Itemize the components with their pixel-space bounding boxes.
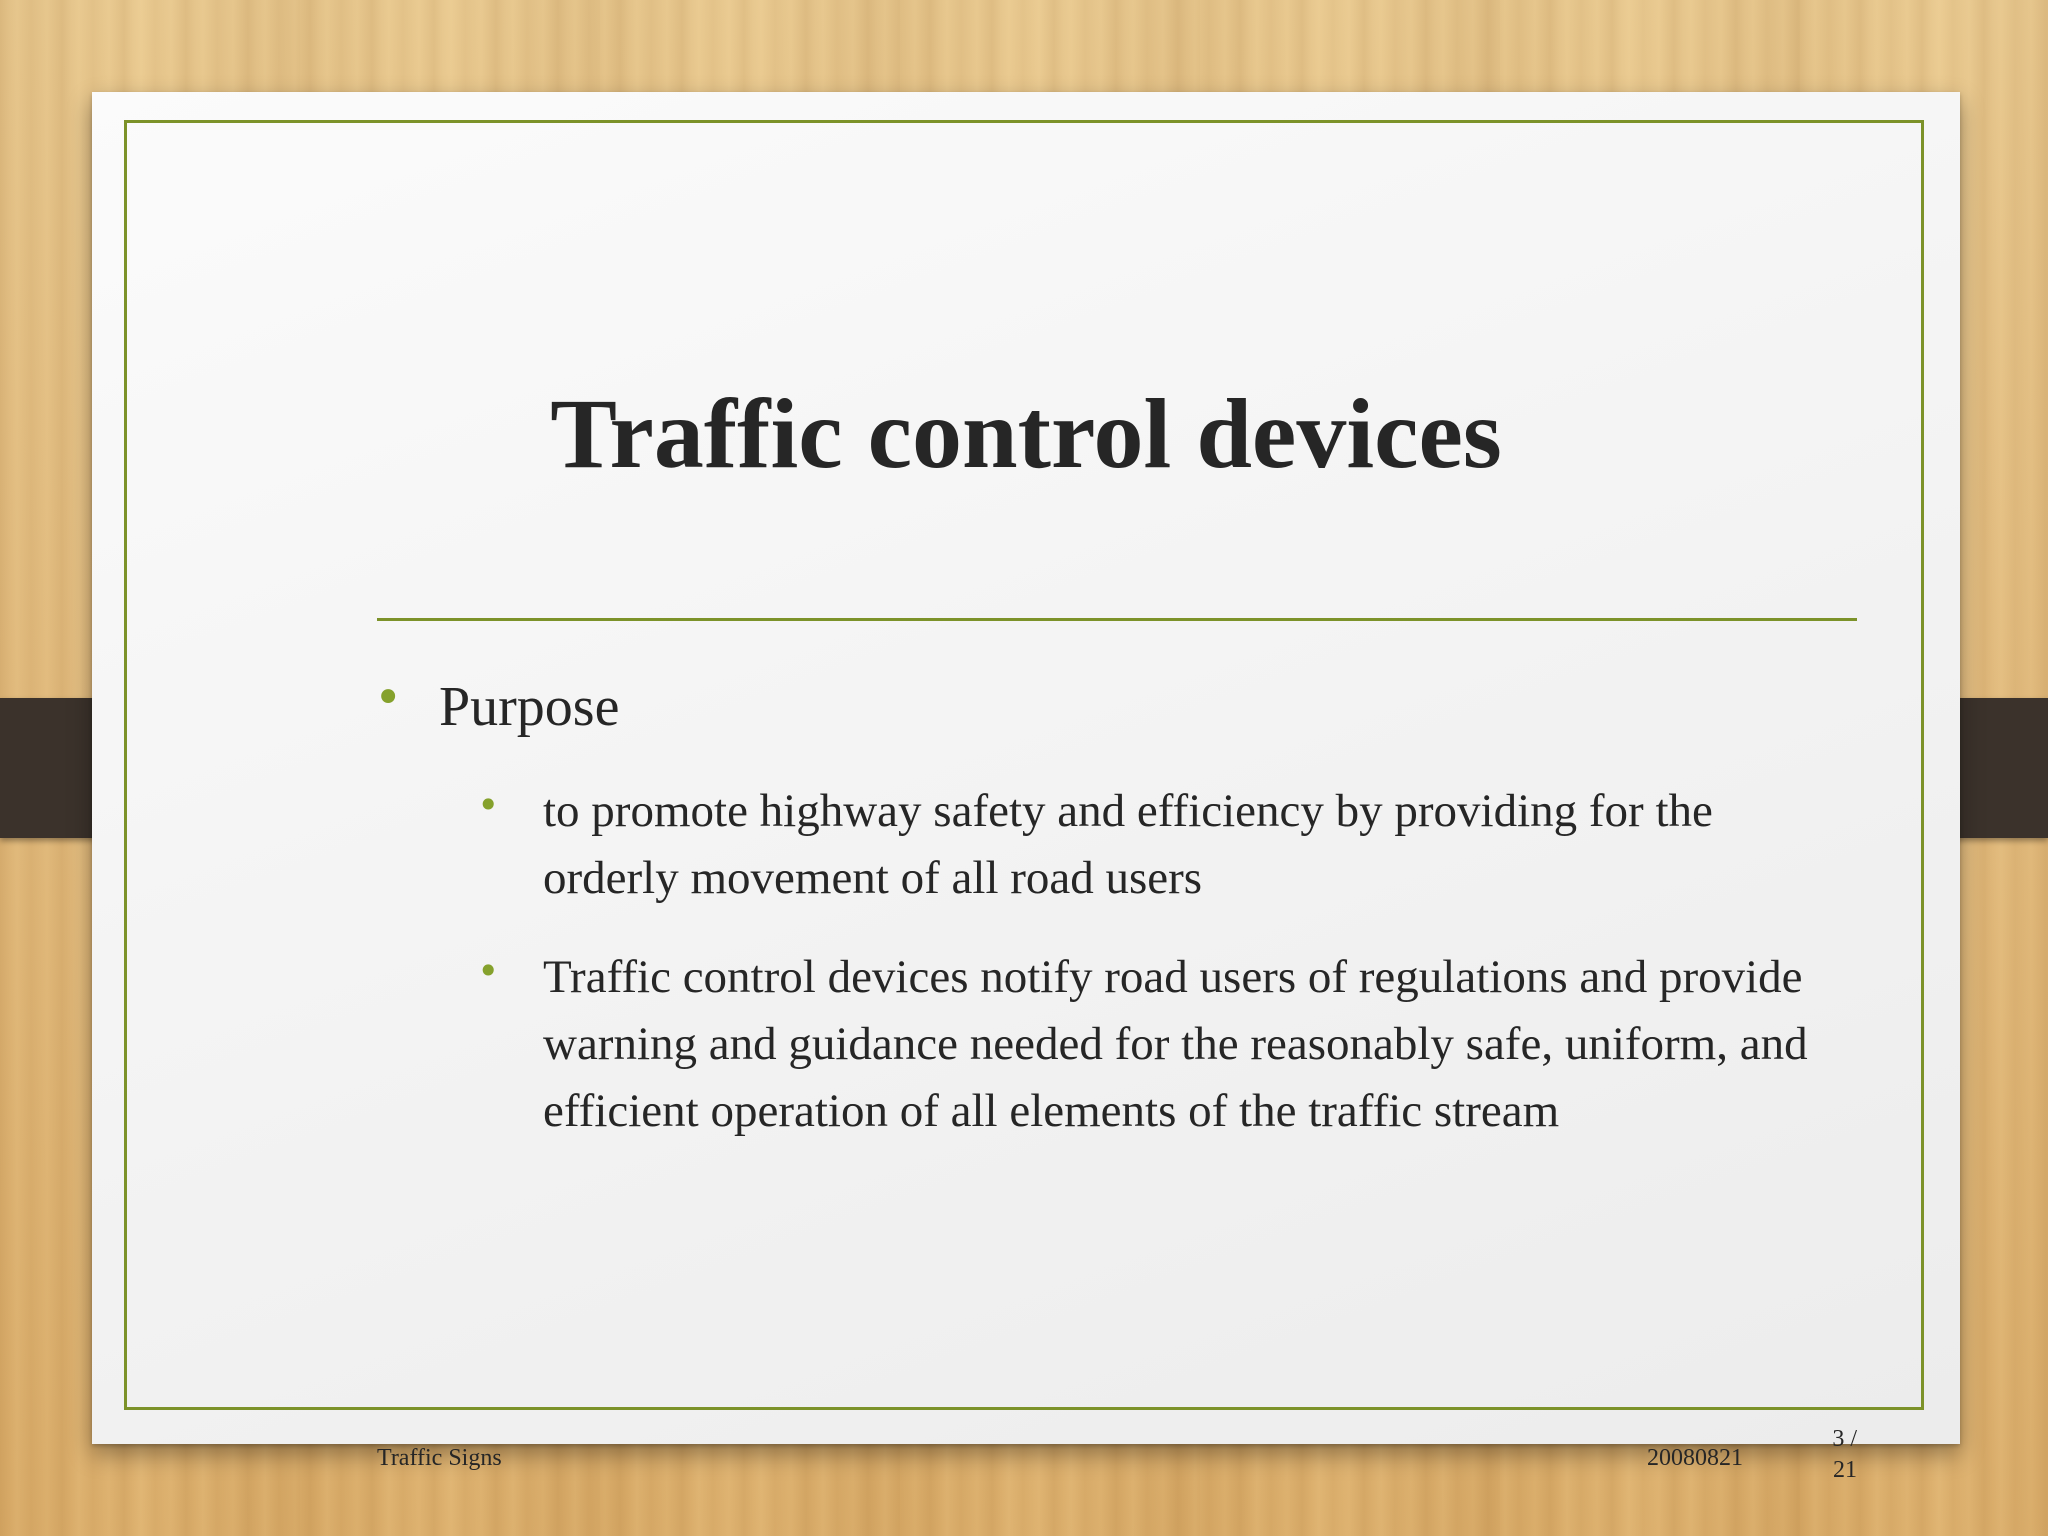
sub-bullet-2-text: Traffic control devices notify road users of regulations and provide warning and guidance needed for the reasonably safe, uniform, and efficient operation of all elements of the traffic stream — [543, 951, 1808, 1137]
footer-title: Traffic Signs — [377, 1445, 502, 1471]
sub-bullet-1-text: to promote highway safety and efficiency by providing for the orderly movement of all road users — [543, 785, 1713, 904]
bullet-purpose-text: Purpose — [439, 676, 620, 738]
bullet-purpose — [374, 670, 620, 741]
footer-date: 20080821 — [1647, 1445, 1743, 1471]
title-divider — [377, 618, 1857, 621]
slide-number-total: 21 — [1833, 1457, 1857, 1484]
slide-number — [1807, 1424, 1857, 1486]
slide-title: Traffic control devices — [550, 378, 1502, 489]
slide — [92, 92, 1960, 1484]
slide-border-frame — [124, 120, 1924, 1410]
sub-bullet-1 — [477, 778, 1857, 912]
slide-number-current: 3 / — [1832, 1426, 1857, 1452]
sub-bullet-2 — [477, 944, 1857, 1145]
bullet-dot-icon: • — [477, 949, 500, 993]
bullet-dot-icon: • — [374, 670, 403, 726]
bullet-dot-icon: • — [477, 783, 500, 827]
